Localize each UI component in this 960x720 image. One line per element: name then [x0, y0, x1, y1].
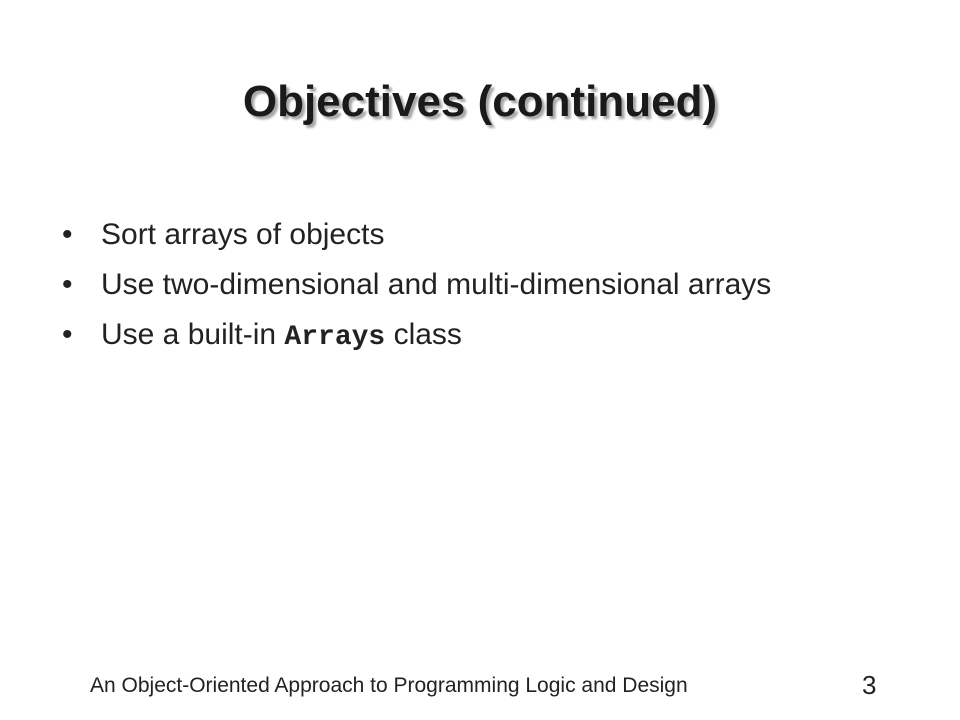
- bullet-text: Use two-dimensional and multi-dimensional arrays: [101, 268, 772, 301]
- bullet-dot-icon: •: [62, 218, 73, 251]
- bullet-item: [62, 314, 862, 359]
- slide-title: Objectives (continued): [242, 77, 718, 126]
- bullet-text-prefix: Use a built-in: [101, 318, 285, 351]
- slide-footer: An Object-Oriented Approach to Programming Logic and Design: [90, 674, 688, 697]
- bullet-item: [62, 214, 862, 256]
- bullet-text-suffix: class: [385, 318, 462, 351]
- bullet-list: [62, 214, 862, 367]
- bullet-code-term: Arrays: [284, 322, 386, 353]
- bullet-text: Sort arrays of objects: [101, 218, 385, 251]
- page-number: 3: [862, 670, 877, 700]
- bullet-dot-icon: •: [62, 268, 73, 301]
- bullet-dot-icon: •: [62, 318, 73, 351]
- bullet-item: [62, 264, 862, 306]
